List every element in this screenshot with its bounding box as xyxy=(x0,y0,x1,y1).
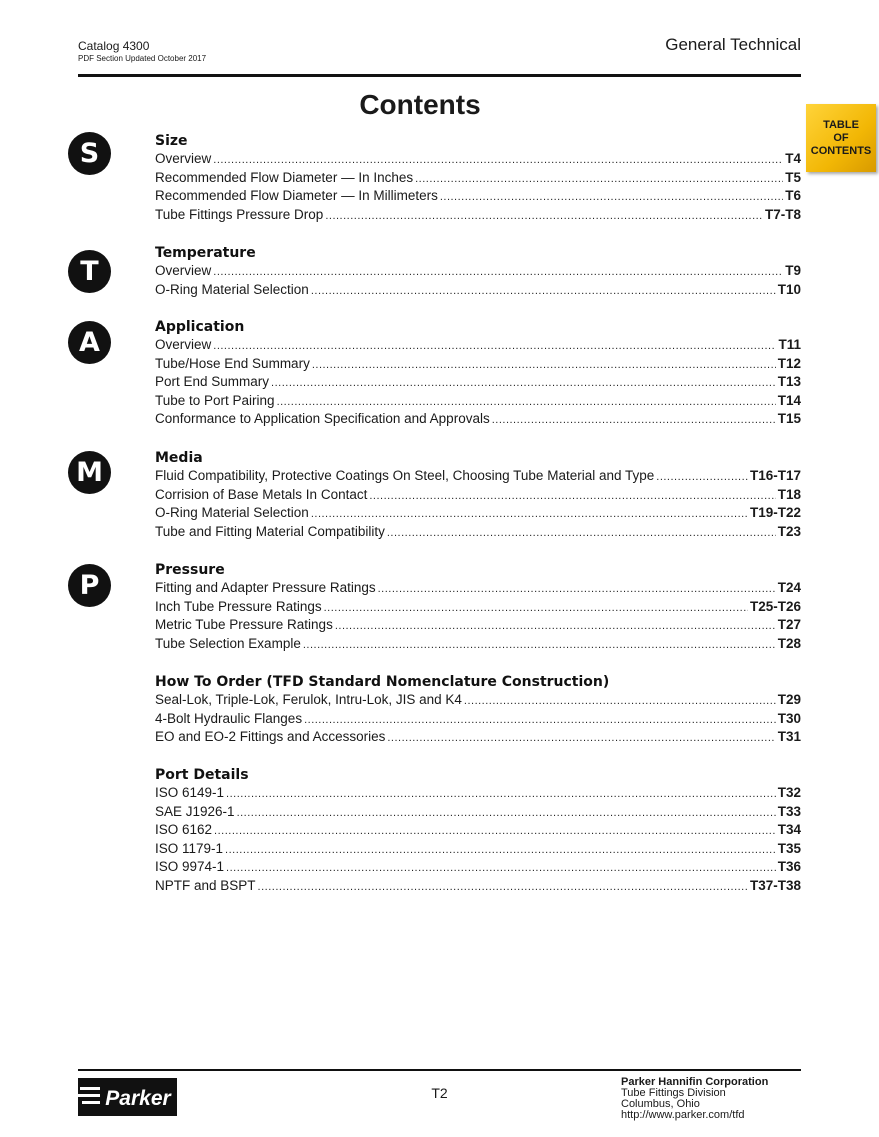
toc-section-heading: Size xyxy=(155,133,188,149)
dot-leader xyxy=(258,878,748,897)
toc-entry-page: T13 xyxy=(777,374,801,390)
dot-leader xyxy=(335,617,776,636)
dot-leader xyxy=(656,468,748,487)
toc-entry-page: T35 xyxy=(777,840,801,856)
toc-entry[interactable] xyxy=(155,858,801,877)
toc-entry-page: T31 xyxy=(777,729,801,745)
division-name: Tube Fittings Division xyxy=(621,1087,726,1099)
dot-leader xyxy=(311,282,776,301)
toc-entry[interactable] xyxy=(155,410,801,429)
toc-section-heading: How To Order (TFD Standard Nomenclature Construction) xyxy=(155,674,610,690)
toc-entry[interactable] xyxy=(155,784,801,803)
catalog-label: Catalog 4300 xyxy=(78,39,150,53)
toc-entry-page: T29 xyxy=(777,692,801,707)
toc-entry-label: Overview xyxy=(155,151,212,166)
toc-entry-page: T14 xyxy=(777,392,801,408)
toc-entry-page: T19-T22 xyxy=(749,505,801,521)
toc-entry-page: T33 xyxy=(777,803,801,819)
toc-entry[interactable] xyxy=(155,355,801,374)
toc-entry-page: T6 xyxy=(785,188,801,204)
toc-entry[interactable] xyxy=(155,281,801,300)
toc-section xyxy=(155,449,801,541)
toc-entry[interactable] xyxy=(155,691,801,710)
toc-entry[interactable] xyxy=(155,373,801,392)
toc-entry-label: Overview xyxy=(155,337,212,352)
toc-entry-label: 4-Bolt Hydraulic Flanges xyxy=(155,710,303,726)
toc-entry-page: T16-T17 xyxy=(749,468,801,483)
toc-entry-page: T37-T38 xyxy=(749,877,801,893)
toc-entry-label: Recommended Flow Diameter — In Inches xyxy=(155,169,414,185)
dot-leader xyxy=(277,393,776,412)
toc-entry[interactable] xyxy=(155,206,801,225)
toc-entry-label: Port End Summary xyxy=(155,374,270,390)
toc-entry-page: T24 xyxy=(777,580,801,595)
toc-entry[interactable] xyxy=(155,840,801,859)
toc-section-heading: Temperature xyxy=(155,245,256,261)
toc-entry-label: ISO 9974-1 xyxy=(155,859,225,875)
toc-entry-label: Fitting and Adapter Pressure Ratings xyxy=(155,580,376,595)
toc-entry-label: ISO 1179-1 xyxy=(155,840,224,856)
toc-entry-page: T27 xyxy=(777,617,801,633)
toc-entry-label: O-Ring Material Selection xyxy=(155,281,309,297)
toc-section xyxy=(155,318,801,429)
toc-entry[interactable] xyxy=(155,523,801,542)
section-badge-m: M xyxy=(68,451,111,494)
toc-entry[interactable] xyxy=(155,803,801,822)
toc-entry[interactable] xyxy=(155,336,801,355)
toc-entry-page: T34 xyxy=(777,822,801,838)
page-number: T2 xyxy=(431,1085,448,1101)
toc-entry[interactable] xyxy=(155,877,801,896)
section-badge-t: T xyxy=(68,250,111,293)
dot-leader xyxy=(213,337,776,356)
dot-leader xyxy=(440,188,783,207)
toc-section-heading: Media xyxy=(155,450,203,466)
toc-entry-page: T36 xyxy=(777,859,801,875)
toc-entry-page: T5 xyxy=(785,169,801,185)
toc-entry[interactable] xyxy=(155,392,801,411)
dot-leader xyxy=(387,729,775,748)
dot-leader xyxy=(271,374,776,393)
toc-entry-label: Tube Fittings Pressure Drop xyxy=(155,206,324,222)
toc-entry-label: Tube to Port Pairing xyxy=(155,392,275,408)
toc-entry[interactable] xyxy=(155,710,801,729)
dot-leader xyxy=(492,411,776,430)
toc-entry-label: Recommended Flow Diameter — In Millimeters xyxy=(155,188,438,204)
dot-leader xyxy=(225,841,776,860)
toc-section xyxy=(155,766,801,896)
toc-entry-page: T12 xyxy=(777,355,801,371)
toc-section xyxy=(155,244,801,299)
toc-entry-label: ISO 6162 xyxy=(155,822,213,838)
toc-section-heading: Port Details xyxy=(155,767,249,783)
toc-entry-label: Tube and Fitting Material Compatibility xyxy=(155,523,385,539)
toc-section xyxy=(155,561,801,653)
toc-entry-page: T25-T26 xyxy=(749,598,801,614)
toc-entry-label: ISO 6149-1 xyxy=(155,785,225,800)
dot-leader xyxy=(226,859,776,878)
dot-leader xyxy=(213,151,783,170)
section-badge-s: S xyxy=(68,132,111,175)
toc-entry[interactable] xyxy=(155,187,801,206)
dot-leader xyxy=(415,170,783,189)
toc-entry-label: O-Ring Material Selection xyxy=(155,505,309,521)
toc-entry-page: T9 xyxy=(785,263,801,278)
toc-entry-page: T7-T8 xyxy=(764,206,801,222)
dot-leader xyxy=(325,207,763,226)
toc-entry-label: NPTF and BSPT xyxy=(155,877,256,893)
toc-entry-label: Corrision of Base Metals In Contact xyxy=(155,486,368,502)
tab-label-line: TABLE xyxy=(823,118,859,131)
company-city: Columbus, Ohio xyxy=(621,1098,700,1110)
dot-leader xyxy=(369,487,775,506)
dot-leader xyxy=(324,599,748,618)
toc-entry-label: EO and EO-2 Fittings and Accessories xyxy=(155,729,386,745)
toc-entry-label: SAE J1926-1 xyxy=(155,803,235,819)
toc-entry-page: T28 xyxy=(777,635,801,651)
toc-entry-label: Tube/Hose End Summary xyxy=(155,355,310,371)
toc-entry[interactable] xyxy=(155,169,801,188)
toc-entry[interactable] xyxy=(155,821,801,840)
dot-leader xyxy=(214,822,776,841)
toc-entry-page: T15 xyxy=(777,411,801,427)
company-name: Parker Hannifin Corporation xyxy=(621,1076,769,1088)
toc-entry-page: T4 xyxy=(785,151,801,166)
toc-entry[interactable] xyxy=(155,616,801,635)
dot-leader xyxy=(311,505,748,524)
dot-leader xyxy=(378,580,776,599)
toc-section-heading: Pressure xyxy=(155,562,225,578)
dot-leader xyxy=(387,524,776,543)
dot-leader xyxy=(312,356,776,375)
toc-entry[interactable] xyxy=(155,150,801,169)
update-note: PDF Section Updated October 2017 xyxy=(78,54,207,63)
tab-label-line: OF xyxy=(833,131,849,144)
dot-leader xyxy=(213,263,783,282)
toc-entry-page: T11 xyxy=(778,337,801,352)
toc-entry[interactable] xyxy=(155,728,801,747)
toc-entry-label: Conformance to Application Specification and Approvals xyxy=(155,411,490,427)
toc-entry-page: T30 xyxy=(777,710,801,726)
company-url[interactable]: http://www.parker.com/tfd xyxy=(621,1109,745,1121)
toc-entry[interactable] xyxy=(155,598,801,617)
toc-entry[interactable] xyxy=(155,262,801,281)
table-of-contents-tab[interactable] xyxy=(806,104,876,172)
toc-entry-label: Overview xyxy=(155,263,212,278)
toc-entry[interactable] xyxy=(155,504,801,523)
dot-leader xyxy=(303,636,776,655)
footer-rule xyxy=(78,1069,801,1071)
toc-entry[interactable] xyxy=(155,467,801,486)
section-badge-p: P xyxy=(68,564,111,607)
toc-section xyxy=(155,673,801,747)
dot-leader xyxy=(464,692,776,711)
section-title: General Technical xyxy=(665,35,801,54)
company-block xyxy=(621,1077,768,1121)
tab-label-line: CONTENTS xyxy=(810,144,872,157)
toc-entry-label: Fluid Compatibility, Protective Coatings On Steel, Choosing Tube Material and Type xyxy=(155,468,655,483)
toc-entry[interactable] xyxy=(155,635,801,654)
dot-leader xyxy=(237,804,776,823)
toc-entry-page: T32 xyxy=(777,785,801,800)
dot-leader xyxy=(226,785,776,804)
toc-entry-label: Metric Tube Pressure Ratings xyxy=(155,617,333,633)
toc-entry[interactable] xyxy=(155,486,801,505)
toc-entry-page: T23 xyxy=(777,523,801,539)
dot-leader xyxy=(304,711,776,730)
svg-text:Parker: Parker xyxy=(105,1087,171,1110)
header-rule xyxy=(78,74,801,77)
page-title: Contents xyxy=(359,89,481,120)
toc-entry-page: T10 xyxy=(777,281,801,297)
section-badge-a: A xyxy=(68,321,111,364)
toc-section xyxy=(155,132,801,224)
toc-entry-page: T18 xyxy=(777,486,801,502)
toc-entry[interactable] xyxy=(155,579,801,598)
toc-entry-label: Seal-Lok, Triple-Lok, Ferulok, Intru-Lok, JIS and K4 xyxy=(155,692,462,707)
toc-section-heading: Application xyxy=(155,319,245,335)
toc-entry-label: Tube Selection Example xyxy=(155,635,301,651)
toc-entry-label: Inch Tube Pressure Ratings xyxy=(155,598,322,614)
